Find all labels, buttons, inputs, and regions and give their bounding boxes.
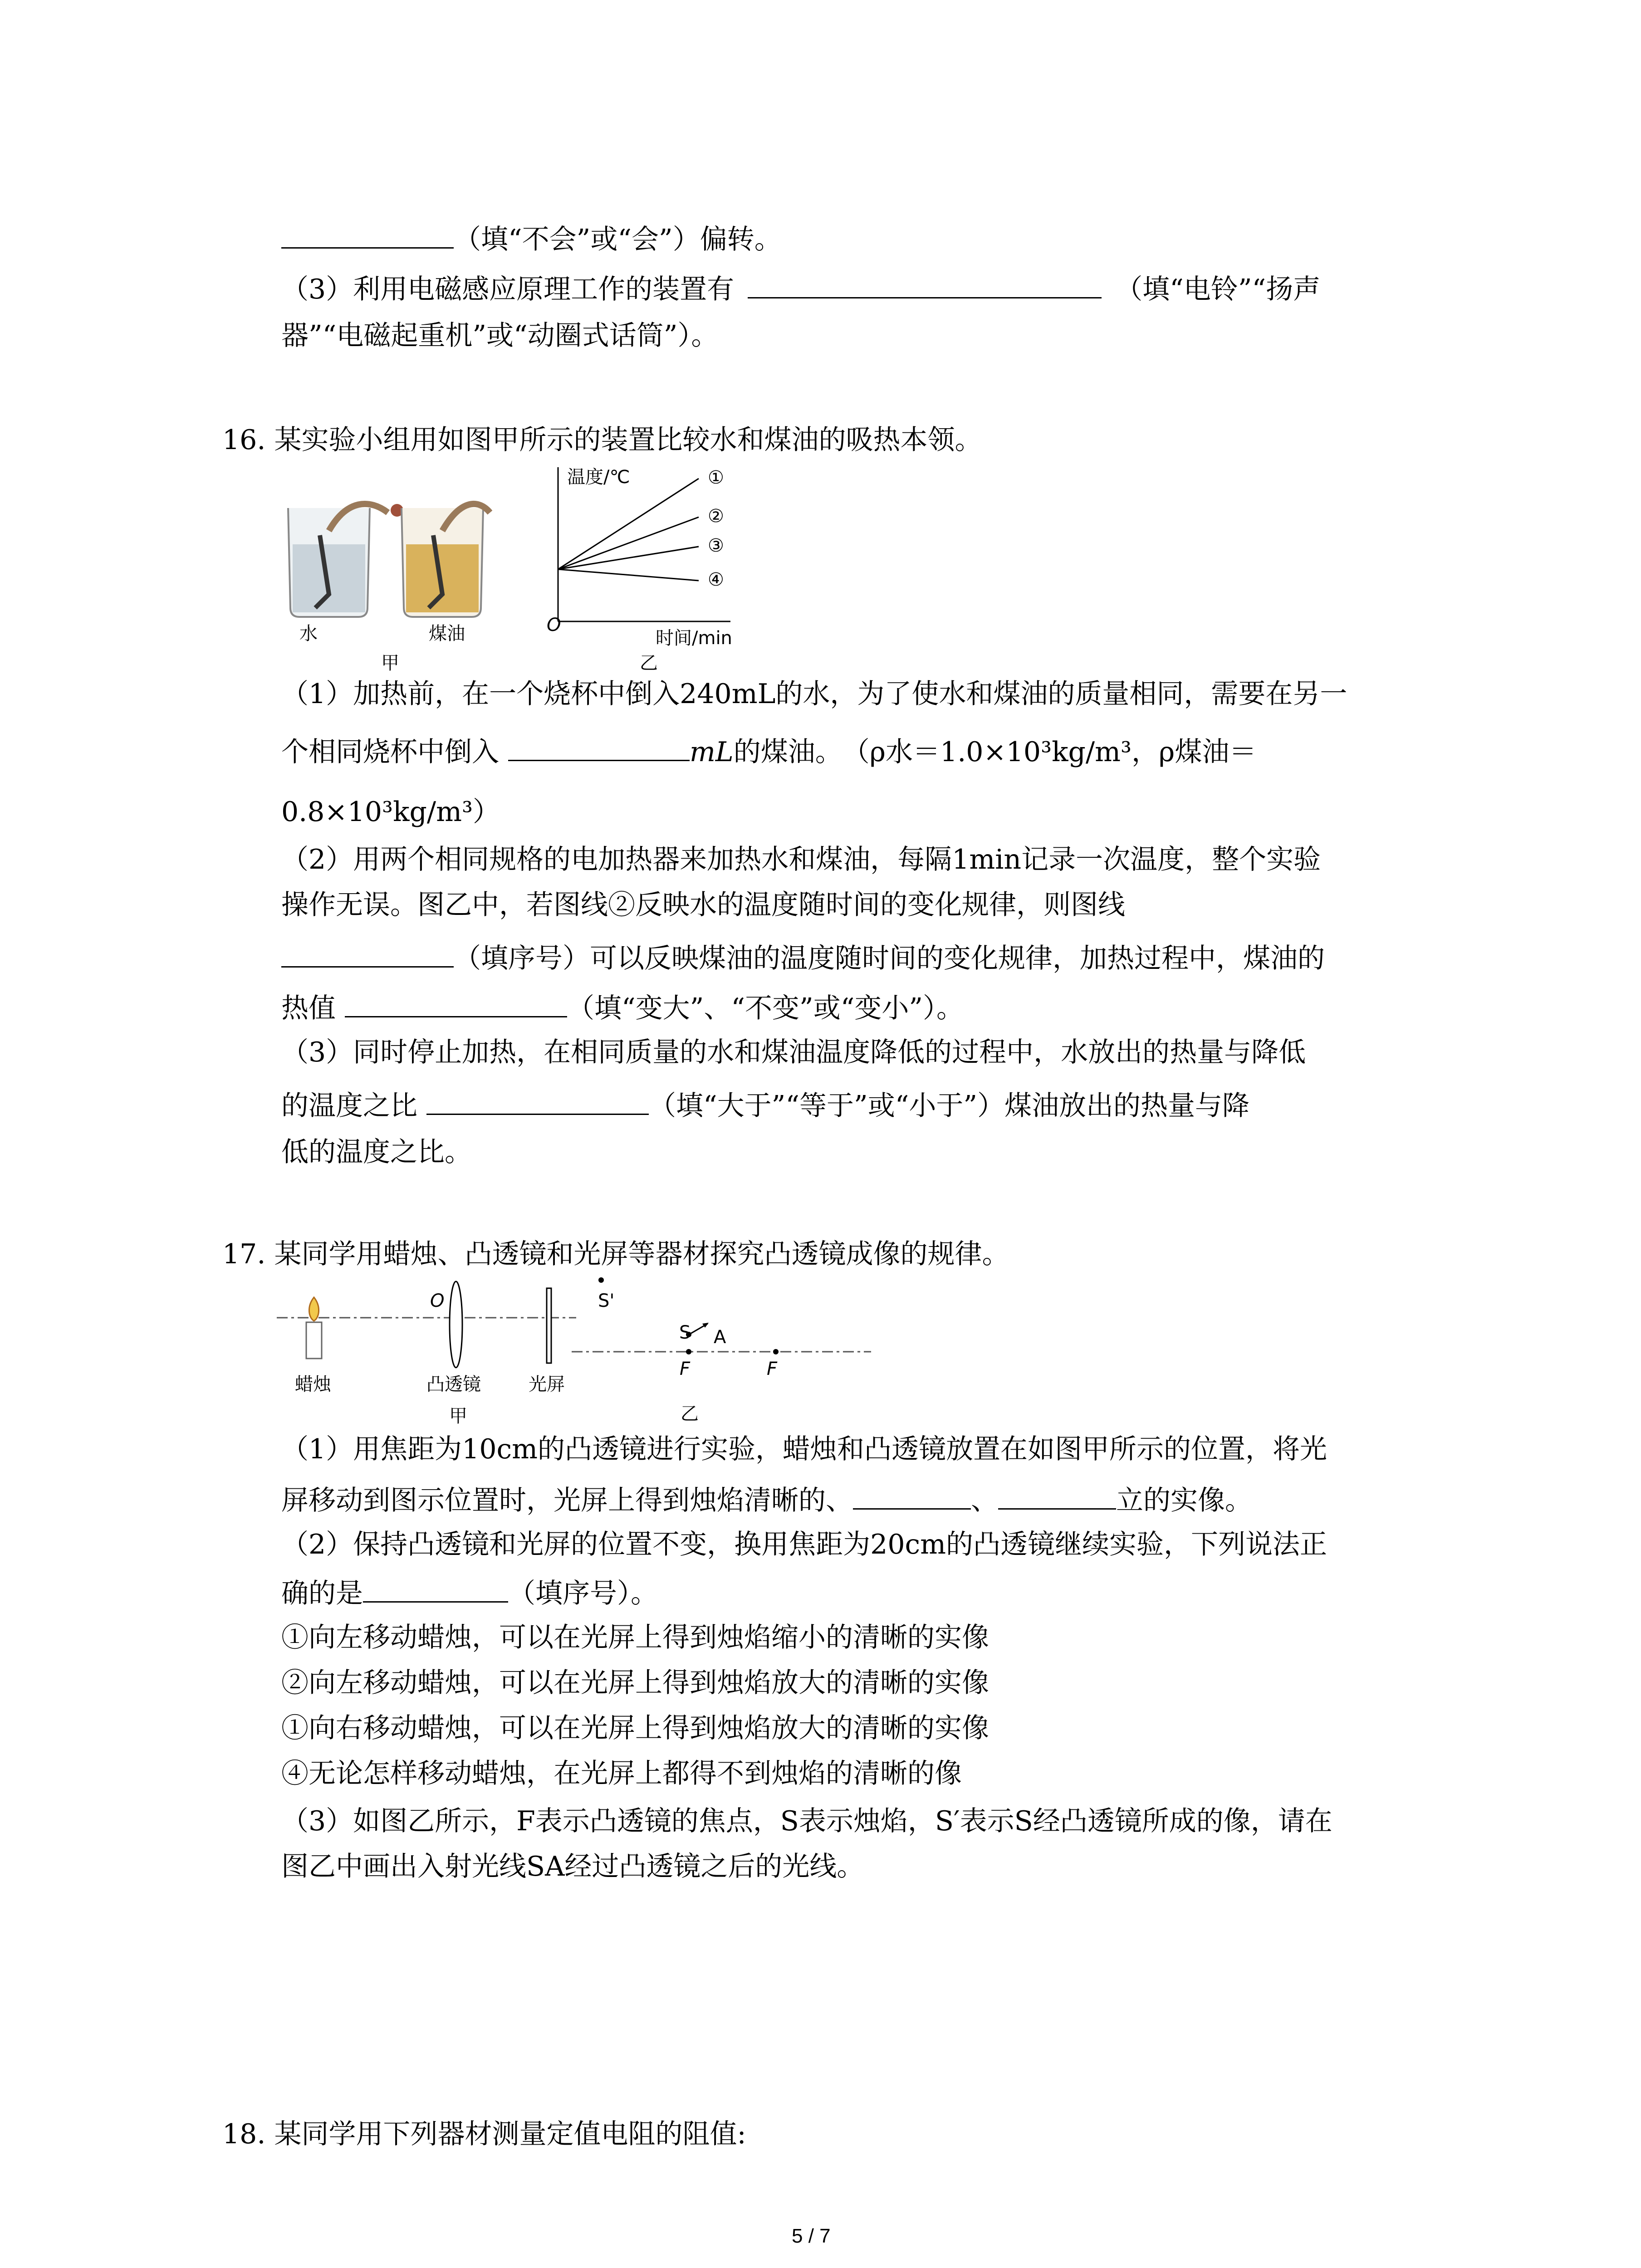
focal-point-right [773,1349,779,1354]
fig-b-caption: 乙 [681,1403,699,1424]
graph-line-1 [558,479,699,569]
line-label-3: ③ [708,535,724,556]
q16-stem: 16. 某实验小组用如图甲所示的装置比较水和煤油的吸热本领。 [222,424,982,456]
answer-blank [426,1086,649,1115]
answer-blank [281,220,454,249]
q17-p1-line2: 屏移动到图示位置时，光屏上得到烛焰清晰的、 、 立的实像。 [281,1481,1252,1519]
image-point-s-prime [598,1277,604,1283]
focal-label-left: F [680,1359,691,1379]
fig-a-caption: 甲 [381,653,399,674]
line-label-1: ① [708,467,724,488]
graph-line-2 [558,517,699,569]
line-label-2: ② [708,506,724,527]
answer-blank [998,1481,1116,1510]
q16-p1-line2: 个相同烧杯中倒入 mL的煤油。 （ρ水＝1.0×10³kg/m³，ρ煤油＝ [281,733,1256,770]
q16-p2-line3: （填序号）可以反映煤油的温度随时间的变化规律，加热过程中，煤油的 [281,939,1325,977]
q17-p2-line1: （2）保持凸透镜和光屏的位置不变，换用焦距为20cm的凸透镜继续实验，下列说法正 [281,1529,1327,1560]
q15-line2: （3）利用电磁感应原理工作的装置有 （填“电铃”“扬声 [281,270,1320,308]
s-prime-label: S' [598,1290,615,1311]
lens-label: 凸透镜 [426,1374,481,1395]
answer-blank [508,733,690,761]
q17-stem: 17. 某同学用蜡烛、凸透镜和光屏等器材探究凸透镜成像的规律。 [222,1238,1009,1270]
q15-line1: （填“不会”或“会”）偏转。 [281,220,782,258]
q16-p3-line1: （3）同时停止加热，在相同质量的水和煤油温度降低的过程中，水放出的热量与降低 [281,1036,1306,1068]
q16-p2-line1: （2）用两个相同规格的电加热器来加热水和煤油，每隔1min记录一次温度，整个实验 [281,844,1321,875]
water-beaker [288,504,403,617]
candle-label: 蜡烛 [295,1374,331,1395]
q17-option-1: ①向左移动蜡烛，可以在光屏上得到烛焰缩小的清晰的实像 [281,1622,989,1653]
q16-p3-line3: 低的温度之比。 [281,1136,472,1168]
x-axis-label: 时间/min [656,628,732,649]
origin-label: O [547,615,561,635]
light-screen-icon [547,1288,551,1363]
focal-label-right: F [767,1359,778,1379]
kerosene-beaker [402,504,490,617]
q16-p1-line3: 0.8×10³kg/m³） [281,796,500,828]
convex-lens-icon [450,1281,462,1368]
answer-blank [281,939,454,968]
answer-blank [748,270,1102,298]
q17-option-2: ②向左移动蜡烛，可以在光屏上得到烛焰放大的清晰的实像 [281,1667,989,1699]
y-axis-label: 温度/℃ [567,467,630,488]
q17-p1-line1: （1）用焦距为10cm的凸透镜进行实验，蜡烛和凸透镜放置在如图甲所示的位置，将光 [281,1433,1327,1465]
q17-p3-line2: 图乙中画出入射光线SA经过凸透镜之后的光线。 [281,1851,864,1882]
answer-blank [363,1574,508,1603]
focal-point-left [686,1349,691,1354]
q17-p3-line1: （3）如图乙所示，F表示凸透镜的焦点，S表示烛焰，S′表示S经凸透镜所成的像，请在 [281,1805,1332,1837]
kerosene-label: 煤油 [429,623,465,644]
water-label: 水 [299,623,318,644]
fig-b-caption: 乙 [640,653,658,674]
q18-stem: 18. 某同学用下列器材测量定值电阻的阻值: [222,2118,746,2150]
answer-blank [853,1481,971,1510]
q17-option-4: ④无论怎样移动蜡烛，在光屏上都得不到烛焰的清晰的像 [281,1758,962,1789]
s-label: S [679,1322,691,1343]
answer-blank [345,989,567,1017]
q15-line3: 器”“电磁起重机”或“动圈式话筒”）。 [281,320,719,352]
graph-line-4 [558,569,699,581]
q16-p1-line1: （1）加热前，在一个烧杯中倒入240mL的水，为了使水和煤油的质量相同，需要在另一 [281,678,1347,710]
graph-line-3 [558,547,699,569]
q16-p2-line2: 操作无误。图乙中，若图线②反映水的温度随时间的变化规律，则图线 [281,889,1125,921]
optical-bench-figure [272,1279,581,1379]
q17-p2-line2: 确的是 （填序号）。 [281,1574,658,1612]
line-label-4: ④ [708,569,724,590]
fig-a-caption: 甲 [449,1406,467,1427]
a-label: A [714,1327,726,1348]
q16-p2-line4: 热值 （填“变大”、“不变”或“变小”）。 [281,989,964,1026]
beakers-figure [279,481,492,631]
lens-center-label: O [430,1290,445,1311]
q17-option-3: ①向右移动蜡烛，可以在光屏上得到烛焰放大的清晰的实像 [281,1712,989,1744]
page-number: 5 / 7 [792,2225,831,2247]
q16-p3-line2: 的温度之比 （填“大于”“等于”或“小于”）煤油放出的热量与降 [281,1086,1249,1124]
screen-label: 光屏 [529,1374,565,1395]
candle-icon [306,1297,322,1359]
